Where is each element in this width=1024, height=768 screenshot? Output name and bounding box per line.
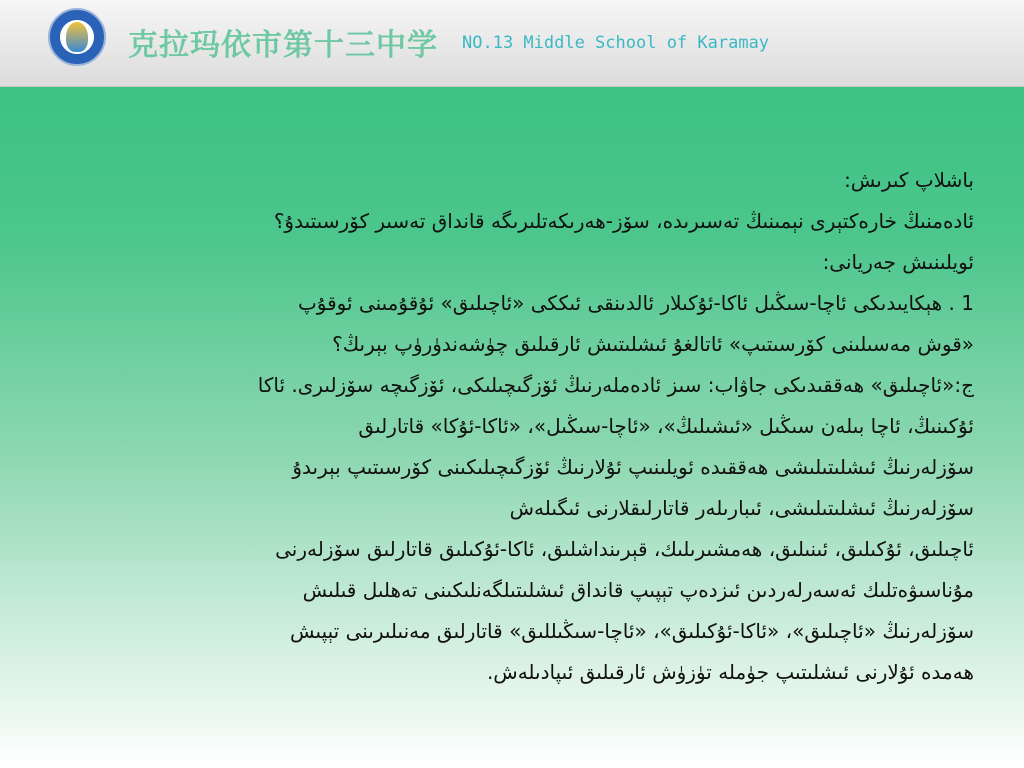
body-line: ئادەمنىڭ خارەكتېرى نېمىنىڭ تەسىرىدە، سۆز-ھەرىكەتلىرىگە قانداق تەسىر كۆرسىتىدۇ؟ bbox=[273, 209, 974, 233]
body-line: مۇناسىۋەتلىك ئەسەرلەردىن ئىزدەپ تېپىپ قانداق ئىشلىتىلگەنلىكىنى تەھلىل قىلىش bbox=[302, 578, 974, 602]
body-line: 1 . ھېكايىدىكى ئاچا-سىڭىل ئاكا-ئۇكىلار ئالدىنقى ئىككى «ئاچىلىق» ئۇقۇمىنى ئوقۇپ bbox=[297, 291, 974, 315]
body-line: ئۇكىنىڭ، ئاچا بىلەن سىڭىل «ئىشىلىڭ»، «ئاچا-سىڭىل»، «ئاكا-ئۇكا» قاتارلىق bbox=[358, 414, 974, 438]
header-banner bbox=[0, 0, 1024, 87]
body-line: باشلاپ كىرىش: bbox=[844, 168, 974, 192]
body-line: ئاچىلىق، ئۇكىلىق، ئىنىلىق، ھەمشىرىلىك، قېرىنداشلىق، ئاكا-ئۇكىلىق قاتارلىق سۆزلەرنى bbox=[275, 537, 974, 561]
body-line: «قوش مەسىلىنى كۆرسىتىپ» ئاتالغۇ ئىشلىتىش ئارقىلىق چۈشەندۈرۈپ بېرىڭ؟ bbox=[332, 332, 974, 356]
school-name-chinese: 克拉玛依市第十三中学 bbox=[128, 28, 438, 63]
body-line: ج:«ئاچىلىق» ھەققىدىكى جاۋاب: سىز ئادەملەرنىڭ ئۆزگىچىلىكى، ئۆزگىچە سۆزلىرى. ئاكا bbox=[257, 373, 974, 397]
body-line: سۆزلەرنىڭ ئىشلىتىلىشى ھەققىدە ئويلىنىپ ئۇلارنىڭ ئۆزگىچىلىكىنى كۆرسىتىپ بېرىدۇ bbox=[292, 455, 974, 479]
school-name-english: NO.13 Middle School of Karamay bbox=[462, 33, 770, 53]
body-line: ھەمدە ئۇلارنى ئىشلىتىپ جۈملە تۈزۈش ئارقىلىق ئىپادىلەش. bbox=[486, 660, 974, 684]
logo-emblem-icon bbox=[66, 22, 88, 52]
body-line: ئويلىنىش جەريانى: bbox=[822, 250, 974, 274]
body-line: سۆزلەرنىڭ ئىشلىتىلىشى، ئىبارىلەر قاتارلىقلارنى ئىگىلەش bbox=[509, 496, 974, 520]
body-line: سۆزلەرنىڭ «ئاچىلىق»، «ئاكا-ئۇكىلىق»، «ئاچا-سىڭىللىق» قاتارلىق مەنىلىرىنى تېپىش bbox=[290, 619, 974, 643]
slide-body-text bbox=[44, 160, 974, 693]
school-logo bbox=[48, 8, 106, 66]
